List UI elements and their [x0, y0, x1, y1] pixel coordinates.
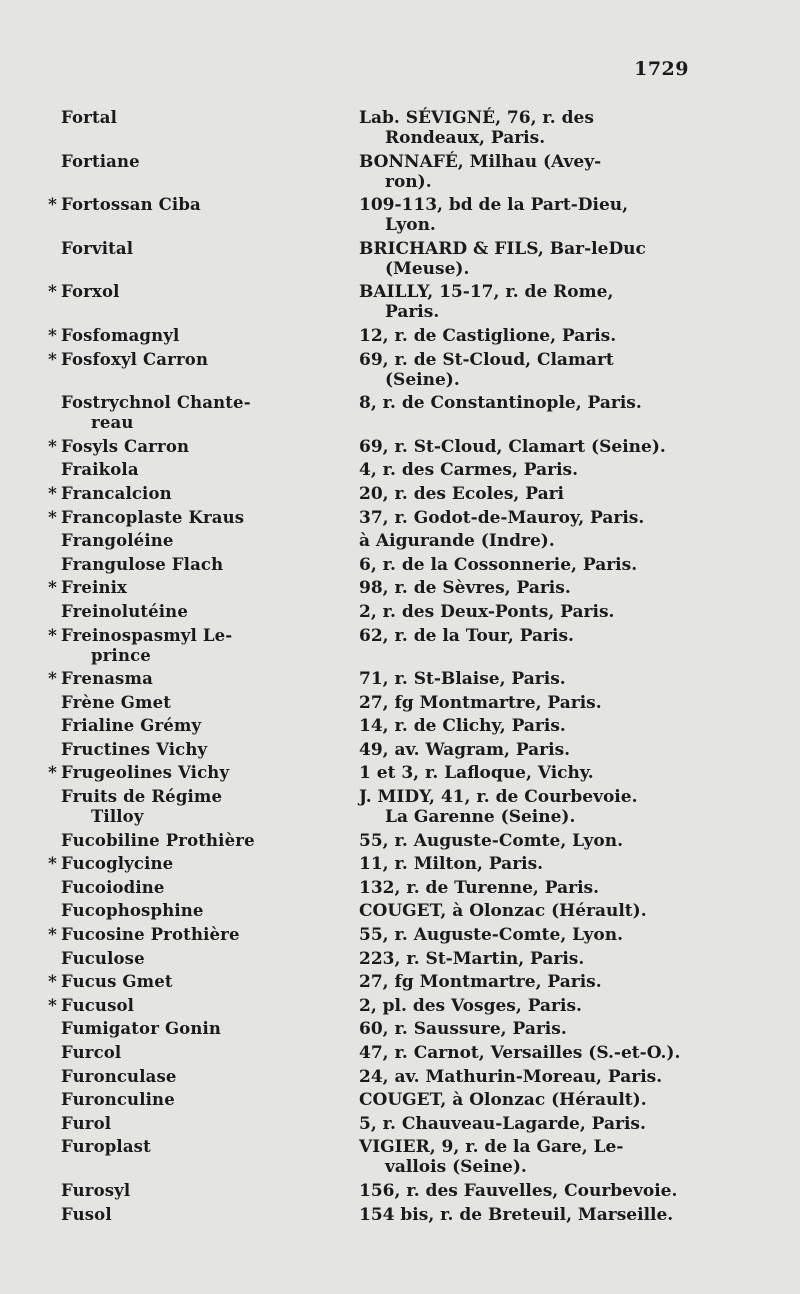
list-item	[48, 326, 698, 346]
manufacturer-address	[359, 740, 703, 760]
product-name	[58, 1043, 335, 1063]
registered-mark: *	[48, 282, 57, 303]
address-line: BAILLY, 15-17, r. de Rome,	[359, 282, 614, 303]
address-line: 69, r. de St-Cloud, Clamart	[359, 349, 614, 370]
product-name	[58, 239, 335, 259]
manufacturer-address	[359, 239, 703, 279]
address-line: 132, r. de Turenne, Paris.	[359, 877, 600, 898]
list-item	[48, 669, 698, 689]
address-line: 60, r. Saussure, Paris.	[359, 1019, 567, 1040]
manufacturer-address	[359, 1181, 703, 1201]
product-name	[58, 326, 335, 346]
address-continuation: La Garenne (Seine).	[385, 807, 576, 828]
product-name-line: Fruits de Régime	[61, 787, 223, 807]
product-name	[58, 854, 335, 874]
product-name	[58, 972, 335, 992]
list-item	[48, 949, 698, 969]
address-line: 2, pl. des Vosges, Paris.	[359, 995, 582, 1016]
product-name	[58, 1114, 335, 1134]
address-line: 1 et 3, r. Lafloque, Vichy.	[359, 763, 594, 784]
address-continuation: vallois (Seine).	[385, 1157, 527, 1178]
list-item	[48, 1067, 698, 1087]
list-item	[48, 972, 698, 992]
list-item	[48, 152, 698, 192]
list-item	[48, 1137, 698, 1177]
list-item	[48, 602, 698, 622]
list-item	[48, 508, 698, 528]
manufacturer-address	[359, 787, 703, 827]
address-line: 12, r. de Castiglione, Paris.	[359, 325, 617, 346]
manufacturer-address	[359, 437, 703, 457]
product-name-line: Fosyls Carron	[61, 436, 190, 456]
address-line: à Aigurande (Indre).	[359, 531, 555, 552]
product-name	[58, 740, 335, 760]
address-line: 8, r. de Constantinople, Paris.	[359, 393, 642, 414]
product-name-line: Fucusol	[61, 995, 135, 1015]
product-name	[58, 1205, 335, 1225]
address-line: 98, r. de Sèvres, Paris.	[359, 578, 571, 599]
address-line: COUGET, à Olonzac (Hérault).	[359, 901, 647, 922]
manufacturer-address	[359, 716, 703, 736]
address-line: 27, fg Montmartre, Paris.	[359, 692, 602, 713]
product-name-line: Fucosine Prothière	[61, 925, 240, 945]
registered-mark: *	[48, 349, 57, 370]
product-name-line: Frène Gmet	[61, 692, 172, 712]
manufacturer-address	[359, 1090, 703, 1110]
registered-mark: *	[48, 925, 57, 946]
address-continuation: Rondeaux, Paris.	[385, 128, 546, 148]
product-name	[58, 1181, 335, 1201]
address-line: 109-113, bd de la Part-Dieu,	[359, 195, 629, 216]
address-line: J. MIDY, 41, r. de Courbevoie.	[359, 787, 638, 808]
address-line: 14, r. de Clichy, Paris.	[359, 716, 566, 737]
product-name-line: Fucophosphine	[61, 901, 204, 921]
product-name-line: Freinolutéine	[61, 601, 188, 621]
product-name	[58, 437, 335, 457]
product-name	[58, 1137, 335, 1157]
address-line: 156, r. des Fauvelles, Courbevoie.	[359, 1180, 678, 1201]
manufacturer-address	[359, 602, 703, 622]
product-name-line: Forvital	[61, 238, 134, 258]
product-name-line: Fucobiline Prothière	[61, 830, 255, 850]
address-line: 47, r. Carnot, Versailles (S.-et-O.).	[359, 1043, 681, 1063]
manufacturer-address	[359, 508, 703, 528]
manufacturer-address	[359, 1019, 703, 1039]
product-name	[58, 555, 335, 575]
registered-mark: *	[48, 436, 57, 457]
manufacturer-address	[359, 1043, 703, 1063]
manufacturer-address	[359, 282, 703, 322]
product-name	[58, 626, 335, 666]
list-item	[48, 555, 698, 575]
list-item	[48, 1181, 698, 1201]
product-name-line: Forxol	[61, 282, 120, 302]
page-number: 1729	[634, 58, 689, 80]
list-item	[48, 1043, 698, 1063]
address-line: 71, r. St-Blaise, Paris.	[359, 669, 566, 690]
manufacturer-address	[359, 460, 703, 480]
list-item	[48, 484, 698, 504]
product-name-line: Fosfoxyl Carron	[61, 349, 209, 369]
product-name-line: Furoplast	[61, 1137, 151, 1157]
list-item	[48, 787, 698, 827]
product-name	[58, 531, 335, 551]
list-item	[48, 763, 698, 783]
manufacturer-address	[359, 669, 703, 689]
product-name-line: Frialine Grémy	[61, 716, 202, 736]
registered-mark: *	[48, 325, 57, 346]
product-name	[58, 878, 335, 898]
address-line: BRICHARD & FILS, Bar-leDuc	[359, 238, 646, 259]
list-item	[48, 1114, 698, 1134]
product-name	[58, 508, 335, 528]
manufacturer-address	[359, 626, 703, 646]
manufacturer-address	[359, 693, 703, 713]
product-name	[58, 1090, 335, 1110]
list-item	[48, 1019, 698, 1039]
product-name-line: Freinix	[61, 578, 128, 598]
product-name	[58, 996, 335, 1016]
product-name	[58, 460, 335, 480]
address-line: 154 bis, r. de Breteuil, Marseille.	[359, 1204, 674, 1225]
list-item	[48, 996, 698, 1016]
list-item	[48, 831, 698, 851]
address-line: 55, r. Auguste-Comte, Lyon.	[359, 830, 624, 851]
address-line: VIGIER, 9, r. de la Gare, Le-	[359, 1137, 624, 1158]
registered-mark: *	[48, 995, 57, 1016]
registered-mark: *	[48, 578, 57, 599]
address-continuation: Paris.	[385, 302, 440, 323]
address-line: 37, r. Godot-de-Mauroy, Paris.	[359, 507, 645, 528]
product-name-line: Fucoiodine	[61, 877, 165, 897]
registered-mark: *	[48, 195, 57, 216]
manufacturer-address	[359, 484, 703, 504]
address-line: 6, r. de la Cossonnerie, Paris.	[359, 554, 638, 575]
product-name-line: Fortiane	[61, 151, 140, 171]
list-item	[48, 393, 698, 433]
product-name-line: Fucus Gmet	[61, 972, 173, 992]
address-continuation: ron).	[385, 171, 432, 192]
product-name	[58, 578, 335, 598]
product-name	[58, 949, 335, 969]
list-item	[48, 239, 698, 279]
product-name-line: Francalcion	[61, 483, 172, 503]
address-line: 4, r. des Carmes, Paris.	[359, 460, 579, 481]
product-name	[58, 152, 335, 172]
product-name	[58, 901, 335, 921]
manufacturer-address	[359, 878, 703, 898]
product-name-line: Furonculine	[61, 1090, 175, 1110]
list-item	[48, 531, 698, 551]
product-name-line: Furosyl	[61, 1180, 131, 1200]
manufacturer-address	[359, 555, 703, 575]
product-name-line: Fortal	[61, 108, 117, 127]
registered-mark: *	[48, 854, 57, 875]
product-name	[58, 925, 335, 945]
list-item	[48, 282, 698, 322]
address-line: COUGET, à Olonzac (Hérault).	[359, 1090, 647, 1111]
manufacturer-address	[359, 901, 703, 921]
product-name-line: Frenasma	[61, 669, 153, 689]
list-item	[48, 350, 698, 390]
list-item	[48, 854, 698, 874]
product-name-line: Furol	[61, 1113, 112, 1133]
address-line: 62, r. de la Tour, Paris.	[359, 625, 574, 646]
manufacturer-address	[359, 1114, 703, 1134]
address-line: 55, r. Auguste-Comte, Lyon.	[359, 925, 624, 946]
product-name	[58, 1019, 335, 1039]
product-name	[58, 763, 335, 783]
registered-mark: *	[48, 625, 57, 646]
product-name-line: Fraikola	[61, 460, 139, 480]
address-line: 5, r. Chauveau-Lagarde, Paris.	[359, 1113, 646, 1134]
product-name-line: Furonculase	[61, 1066, 177, 1086]
product-name	[58, 602, 335, 622]
list-item	[48, 693, 698, 713]
address-line: 11, r. Milton, Paris.	[359, 854, 544, 875]
manufacturer-address	[359, 996, 703, 1016]
list-item	[48, 740, 698, 760]
product-name	[58, 350, 335, 370]
list-item	[48, 626, 698, 666]
manufacturer-address	[359, 326, 703, 346]
product-name	[58, 393, 335, 433]
manufacturer-address	[359, 854, 703, 874]
product-name-line: Fosfomagnyl	[61, 325, 180, 345]
manufacturer-address	[359, 831, 703, 851]
product-name	[58, 669, 335, 689]
manufacturer-address	[359, 152, 703, 192]
product-name	[58, 195, 335, 215]
address-line: 20, r. des Ecoles, Pari	[359, 483, 565, 504]
registered-mark: *	[48, 507, 57, 528]
product-name-line: Frangulose Flach	[61, 554, 224, 574]
product-name-line: Fusol	[61, 1204, 112, 1224]
manufacturer-address	[359, 108, 703, 148]
product-name-continuation: Tilloy	[91, 807, 144, 827]
address-line: 49, av. Wagram, Paris.	[359, 739, 571, 760]
registered-mark: *	[48, 669, 57, 690]
product-name-line: Furcol	[61, 1043, 122, 1062]
address-line: 69, r. St-Cloud, Clamart (Seine).	[359, 436, 666, 457]
manufacturer-address	[359, 925, 703, 945]
manufacturer-address	[359, 1067, 703, 1087]
product-name	[58, 1067, 335, 1087]
address-line: 27, fg Montmartre, Paris.	[359, 972, 602, 993]
product-name-line: Francoplaste Kraus	[61, 507, 245, 527]
address-continuation: (Meuse).	[385, 258, 470, 279]
manufacturer-address	[359, 1205, 703, 1225]
product-name	[58, 108, 335, 128]
product-name	[58, 787, 335, 827]
manufacturer-address	[359, 195, 703, 235]
product-name-line: Fructines Vichy	[61, 739, 208, 759]
product-name-continuation: prince	[91, 645, 151, 665]
list-item	[48, 716, 698, 736]
product-name	[58, 831, 335, 851]
manufacturer-address	[359, 578, 703, 598]
registered-mark: *	[48, 763, 57, 784]
manufacturer-address	[359, 531, 703, 551]
product-name-continuation: reau	[91, 413, 134, 433]
address-line: 223, r. St-Martin, Paris.	[359, 948, 585, 969]
manufacturer-address	[359, 972, 703, 992]
manufacturer-address	[359, 393, 703, 413]
manufacturer-address	[359, 1137, 703, 1177]
list-item	[48, 108, 698, 148]
product-name-line: Frugeolines Vichy	[61, 763, 230, 783]
address-line: 24, av. Mathurin-Moreau, Paris.	[359, 1066, 663, 1087]
list-item	[48, 878, 698, 898]
list-item	[48, 195, 698, 235]
manufacturer-address	[359, 350, 703, 390]
product-name-line: Fortossan Ciba	[61, 195, 201, 215]
address-line: 2, r. des Deux-Ponts, Paris.	[359, 601, 615, 622]
list-item	[48, 1090, 698, 1110]
product-name-line: Fuculose	[61, 948, 145, 968]
list-item	[48, 901, 698, 921]
address-line: BONNAFÉ, Milhau (Avey-	[359, 151, 602, 172]
product-name	[58, 282, 335, 302]
entry-list	[48, 108, 698, 1228]
product-name-line: Fostrychnol Chante-	[61, 393, 251, 413]
list-item	[48, 460, 698, 480]
registered-mark: *	[48, 972, 57, 993]
product-name	[58, 484, 335, 504]
product-name	[58, 716, 335, 736]
product-name	[58, 693, 335, 713]
list-item	[48, 578, 698, 598]
manufacturer-address	[359, 763, 703, 783]
address-continuation: (Seine).	[385, 369, 460, 390]
manufacturer-address	[359, 949, 703, 969]
address-line: Lab. SÉVIGNÉ, 76, r. des	[359, 108, 594, 128]
product-name-line: Fumigator Gonin	[61, 1019, 222, 1039]
registered-mark: *	[48, 483, 57, 504]
list-item	[48, 1205, 698, 1225]
address-continuation: Lyon.	[385, 215, 436, 236]
list-item	[48, 437, 698, 457]
product-name-line: Fucoglycine	[61, 854, 174, 874]
list-item	[48, 925, 698, 945]
product-name-line: Freinospasmyl Le-	[61, 625, 233, 645]
product-name-line: Frangoléine	[61, 531, 174, 551]
